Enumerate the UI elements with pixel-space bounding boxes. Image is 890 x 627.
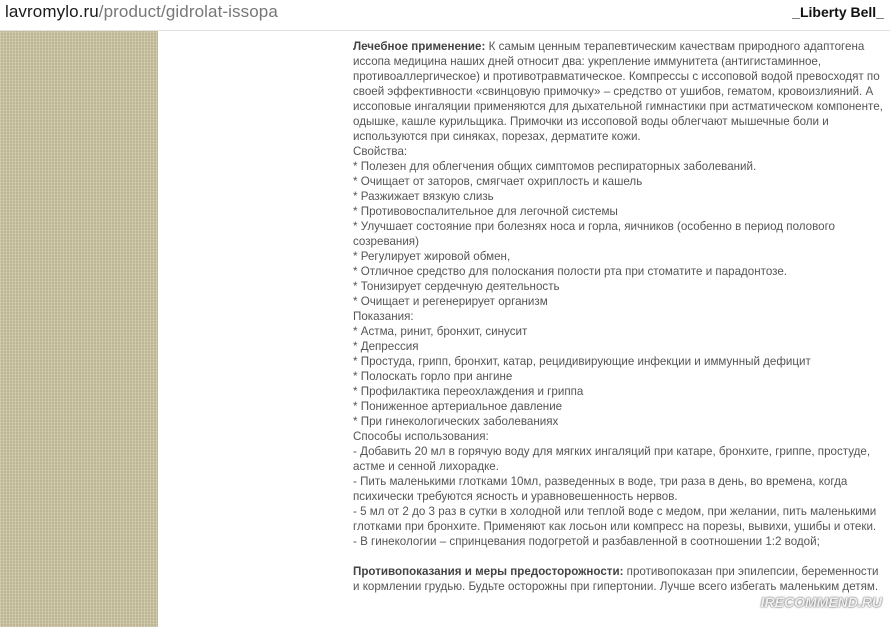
usage-item: - Добавить 20 мл в горячую воду для мягких ингаляций при катаре, бронхите, гриппе, простуде, астме и сенной лихорадке. <box>353 445 871 473</box>
property-item: * Регулирует жировой обмен, <box>353 250 511 263</box>
url-path: /product/gidrolat-issopa <box>98 2 278 21</box>
property-item: * Противовоспалительное для легочной системы <box>353 205 618 218</box>
url-domain: lavromylo.ru <box>5 2 99 21</box>
therapeutic-use-text: К самым ценным терапевтическим качествам природного адаптогена иссопа медицина наших дней относит два: укрепление иммунитета (антигистаминное, противоаллергическое) и противотравматическое. Компрессы с иссоповой водой превосходят по своей эффективности «свинцовую примочку» – средство от ушибов, гематом, кровоизлияний. А иссоповые ингаляции применяются для дыхательной гимнастики при астматическом компоненте, одышке, кашле курильщика. Примочки из иссоповой воды облегчают мышечные боли и используются при синяках, порезах, дерматите кожи. <box>353 40 883 143</box>
property-item: * Разжижает вязкую слизь <box>353 190 494 203</box>
indication-item: * Полоскать горло при ангине <box>353 370 513 383</box>
property-item: * Полезен для облегчения общих симптомов респираторных заболеваний. <box>353 160 757 173</box>
usage-item: - Пить маленькими глотками 10мл, разведенных в воде, три раза в день, во времена, когда психически требуются ясность и уравновешенность нервов. <box>353 475 848 503</box>
indication-item: * Астма, ринит, бронхит, синусит <box>353 325 528 338</box>
product-description <box>353 39 885 594</box>
property-item: * Улучшает состояние при болезнях носа и горла, яичников (особенно в период полового созревания) <box>353 220 836 248</box>
paragraph-spacer <box>353 549 885 564</box>
indication-item: * Профилактика переохлаждения и гриппа <box>353 385 584 398</box>
usage-item: - 5 мл от 2 до 3 раз в сутки в холодной или теплой воде с медом, при желании, пить маленькими глотками при бронхите. Применяют как лосьон или компресс на порезы, вывихи, ушибы и отеки. <box>353 505 877 533</box>
property-item: * Очищает и регенерирует организм <box>353 295 548 308</box>
property-item: * Отличное средство для полоскания полости рта при стоматите и парадонтозе. <box>353 265 788 278</box>
author-badge: _Liberty Bell_ <box>792 4 884 20</box>
usage-heading: Способы использования: <box>353 430 489 443</box>
contraindications-text: противопоказан при эпилепсии, беременности и кормлении грудью. Будьте осторожны при гипертонии. Лучше всего избегать маленьким детям. <box>353 565 879 593</box>
indication-item: * Простуда, грипп, бронхит, катар, рецидивирующие инфекции и иммунный дефицит <box>353 355 811 368</box>
indication-item: * Пониженное артериальное давление <box>353 400 563 413</box>
address-bar[interactable] <box>0 0 890 31</box>
contraindications-label: Противопоказания и меры предосторожности: <box>353 565 624 578</box>
irecommend-watermark: IRECOMMEND.RU <box>760 594 882 610</box>
indication-item: * При гинекологических заболеваниях <box>353 415 559 428</box>
property-item: * Тонизирует сердечную деятельность <box>353 280 560 293</box>
page-url[interactable] <box>5 2 278 22</box>
indications-heading: Показания: <box>353 310 414 323</box>
property-item: * Очищает от заторов, смягчает охриплость и кашель <box>353 175 643 188</box>
contraindications-paragraph <box>353 564 885 594</box>
linen-texture-panel <box>0 31 158 627</box>
therapeutic-use-paragraph <box>353 39 885 144</box>
usage-item: - В гинекологии – спринцевания подогретой и разбавленной в соотношении 1:2 водой; <box>353 535 820 548</box>
therapeutic-use-label: Лечебное применение: <box>353 40 486 53</box>
indication-item: * Депрессия <box>353 340 419 353</box>
properties-heading: Свойства: <box>353 145 408 158</box>
